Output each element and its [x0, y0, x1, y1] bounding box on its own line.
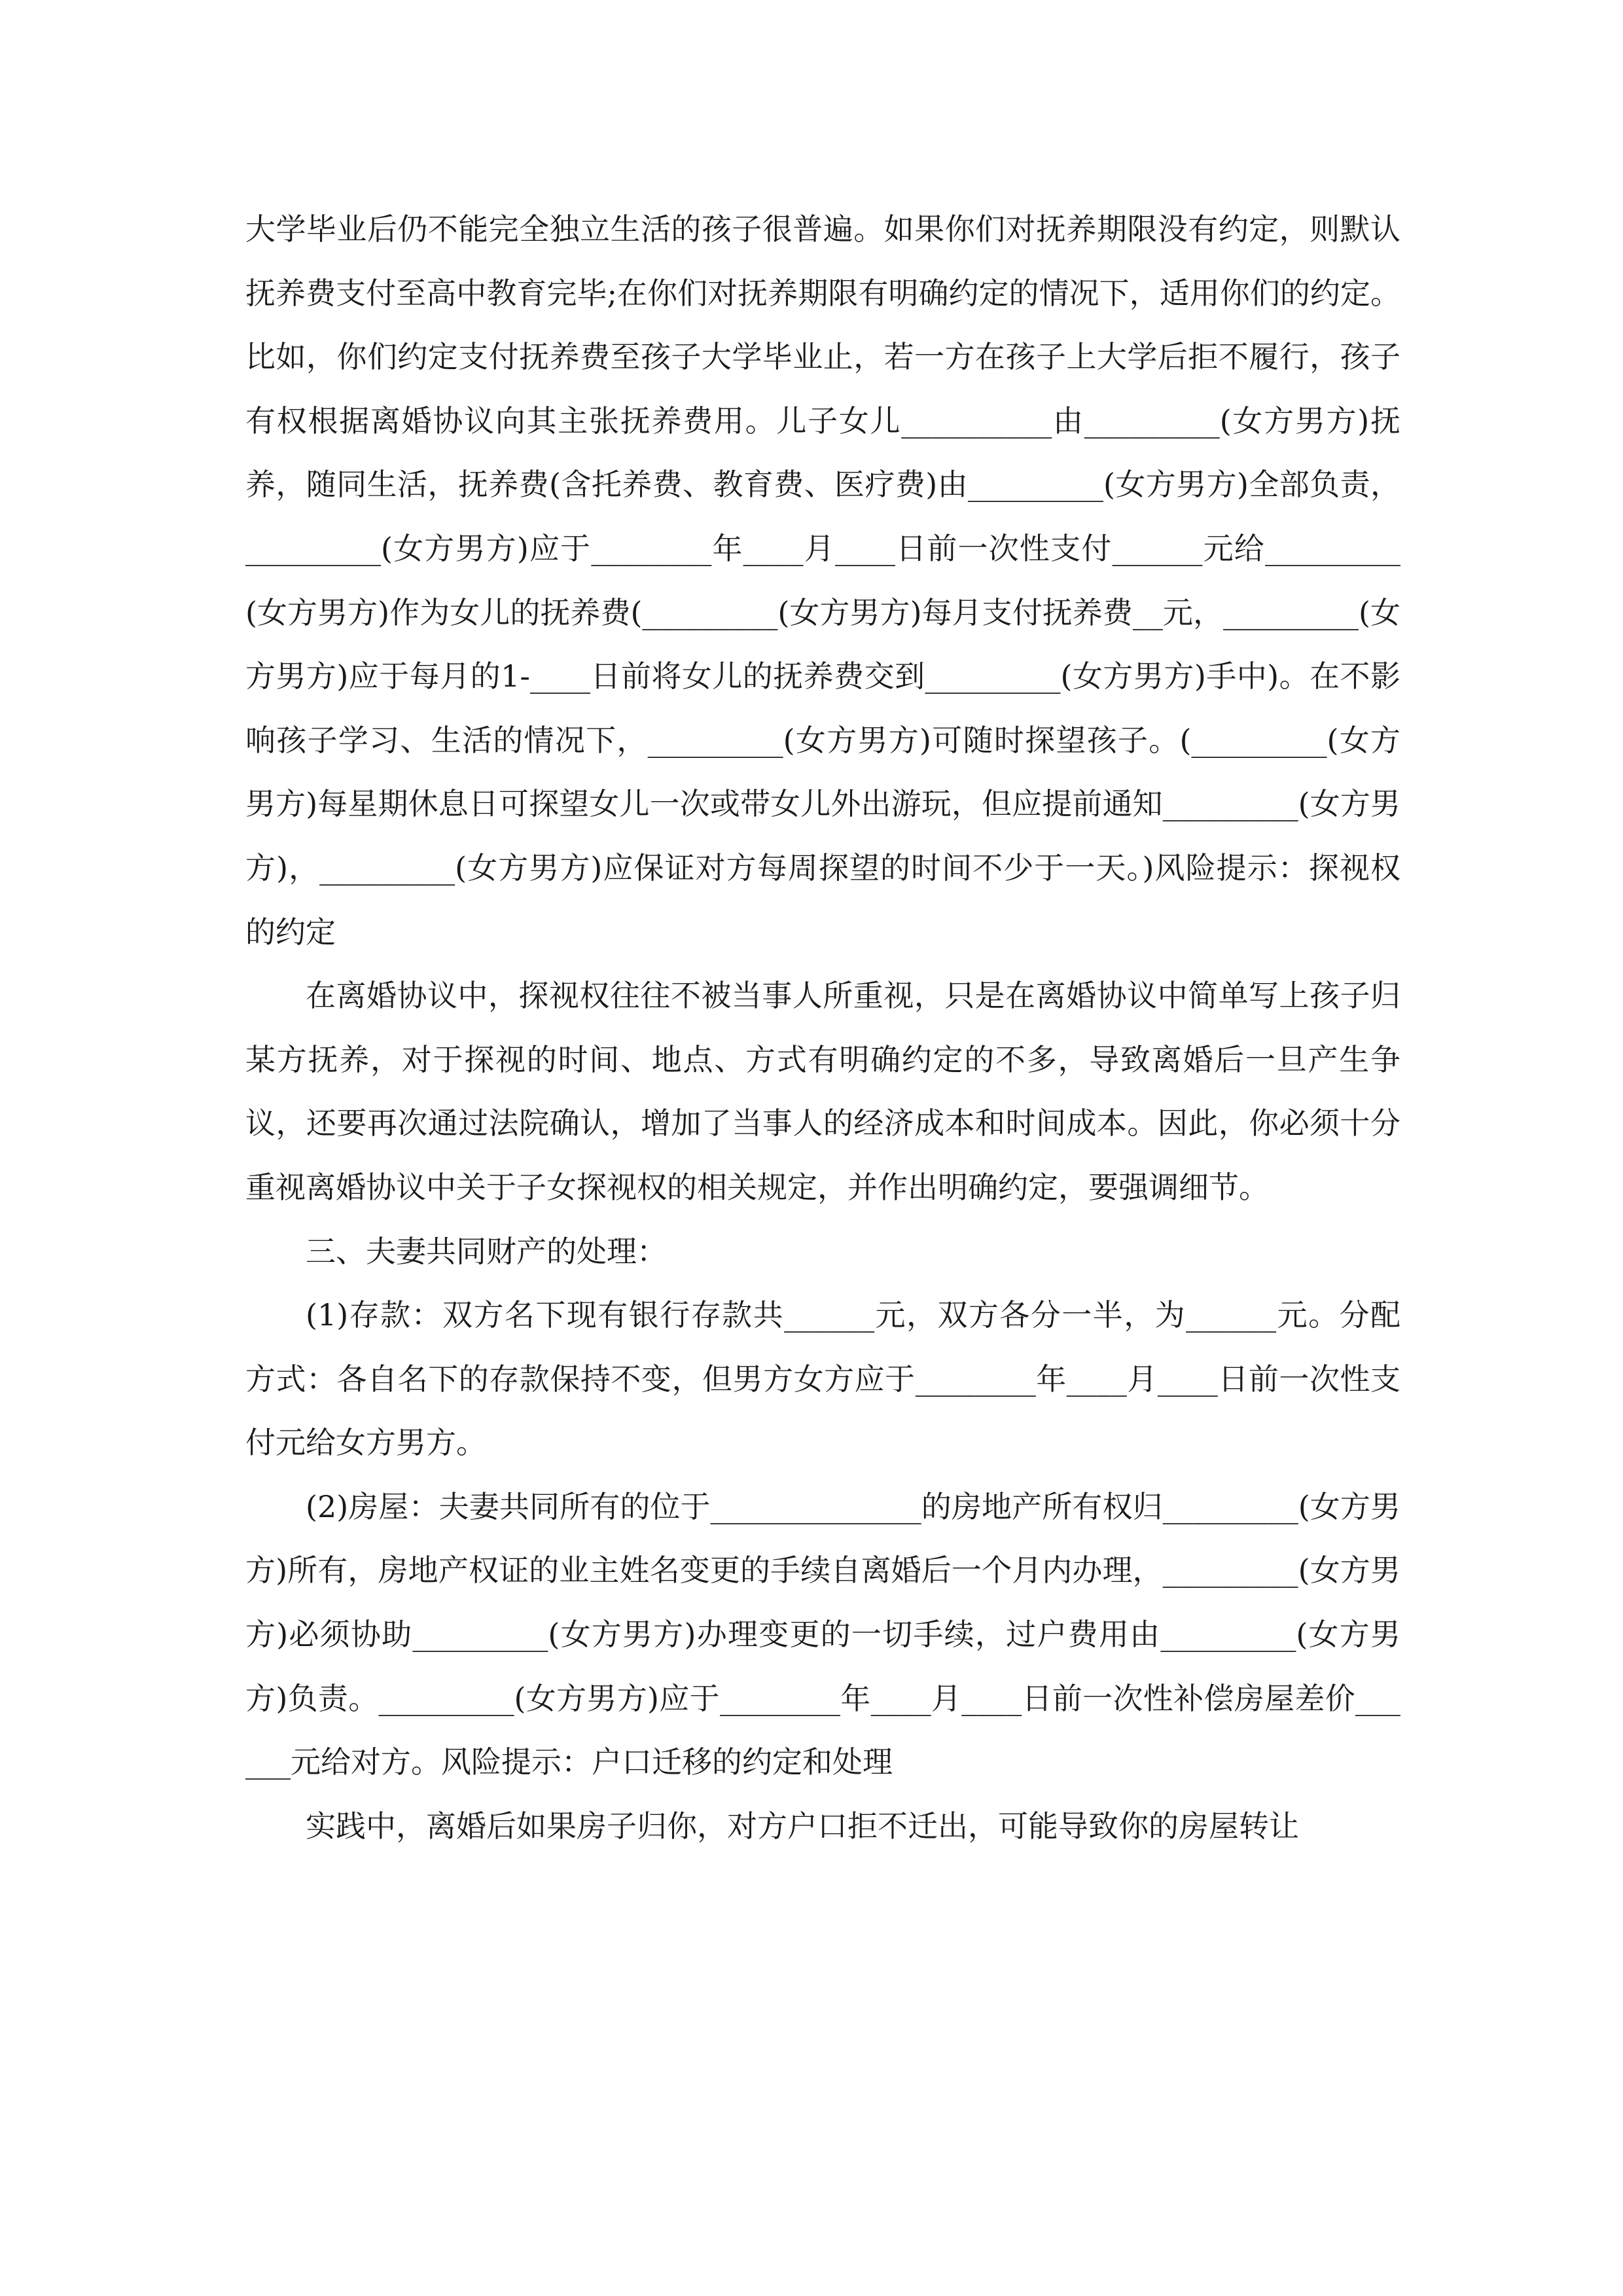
paragraph-household-registration: 实践中，离婚后如果房子归你，对方户口拒不迁出，可能导致你的房屋转让	[306, 1808, 1299, 1844]
paragraph-deposits: (1)存款：双方名下现有银行存款共______元，双方各分一半，为______元。分配方式：各自名下的存款保持不变，但男方女方应于________年____月____日前一次性支付元给女方男方。	[245, 1297, 1400, 1461]
section-heading-joint-property: 三、夫妻共同财产的处理：	[306, 1233, 667, 1269]
paragraph-child-support: 大学毕业后仍不能完全独立生活的孩子很普遍。如果你们对抚养期限没有约定，则默认抚养费支付至高中教育完毕;在你们对抚养期限有明确约定的情况下，适用你们的约定。比如，你们约定支付抚养费至孩子大学毕业止，若一方在孩子上大学后拒不履行，孩子有权根据离婚协议向其主张抚养费用。儿子女儿__________由_________(女方男方)抚养，随同生活，抚养费(含托养费、教育费、医疗费)由_________(女方男方)全部负责，_________(女方男方)应于________年____月____日前一次性支付______元给_________(女方男方)作为女儿的抚养费(_________(女方男方)每月支付抚养费__元，_________(女方男方)应于每月的1-____日前将女儿的抚养费交到_________(女方男方)手中)。在不影响孩子学习、生活的情况下，_________(女方男方)可随时探望孩子。(_________(女方男方)每星期休息日可探望女儿一次或带女儿外出游玩，但应提前通知_________(女方男方)，_________(女方男方)应保证对方每周探望的时间不少于一天。)风险提示：探视权的约定	[245, 211, 1400, 950]
paragraph-house: (2)房屋：夫妻共同所有的位于______________的房地产所有权归_________(女方男方)所有，房地产权证的业主姓名变更的手续自离婚后一个月内办理，_________(女方男方)必须协助_________(女方男方)办理变更的一切手续，过户费用由_________(女方男方)负责。_________(女方男方)应于________年____月____日前一次性补偿房屋差价______元给对方。风险提示：户口迁移的约定和处理	[245, 1488, 1400, 1780]
document-body	[245, 198, 1400, 1858]
paragraph-visitation-rights: 在离婚协议中，探视权往往不被当事人所重视，只是在离婚协议中简单写上孩子归某方抚养，对于探视的时间、地点、方式有明确约定的不多，导致离婚后一旦产生争议，还要再次通过法院确认，增加了当事人的经济成本和时间成本。因此，你必须十分重视离婚协议中关于子女探视权的相关规定，并作出明确约定，要强调细节。	[245, 978, 1400, 1205]
